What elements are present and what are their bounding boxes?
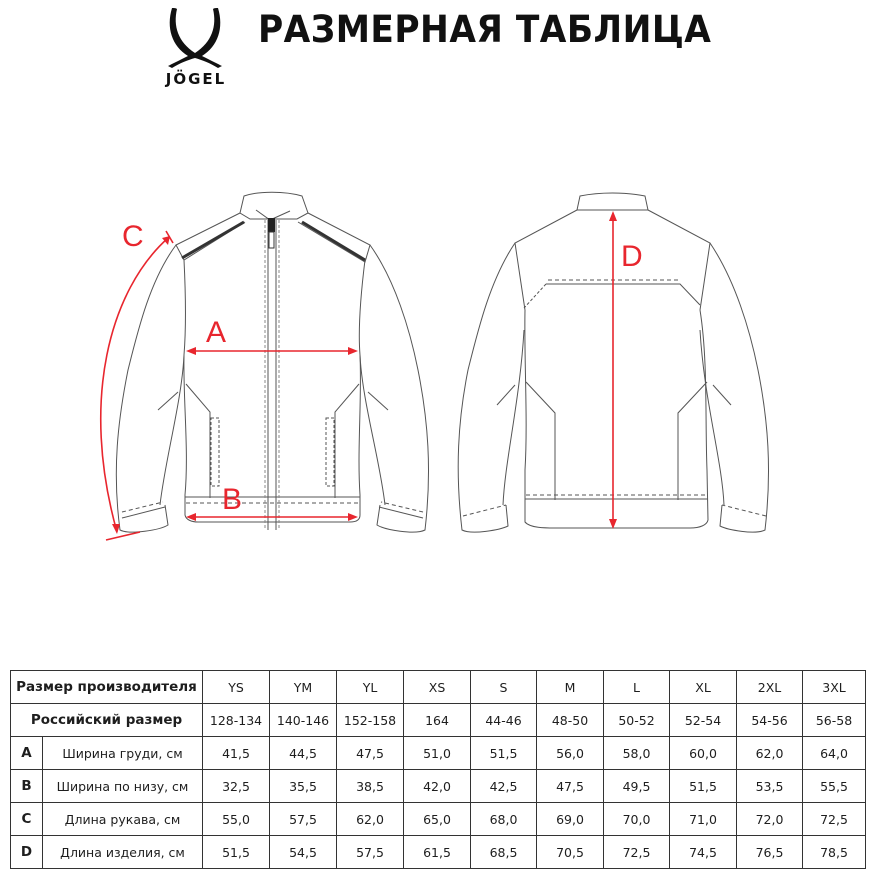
value-cell: 55,0 <box>203 803 270 836</box>
value-cell: 41,5 <box>203 737 270 770</box>
value-cell: 35,5 <box>270 770 337 803</box>
size-cell: 152-158 <box>337 704 404 737</box>
value-cell: 60,0 <box>670 737 737 770</box>
row-letter: B <box>11 770 43 803</box>
size-cell: S <box>471 671 537 704</box>
row-label: Российский размер <box>11 704 203 737</box>
size-cell: 52-54 <box>670 704 737 737</box>
value-cell: 69,0 <box>537 803 604 836</box>
size-cell: 56-58 <box>803 704 866 737</box>
value-cell: 62,0 <box>737 737 803 770</box>
page-title: РАЗМЕРНАЯ ТАБЛИЦА <box>258 8 712 51</box>
row-label: Ширина груди, см <box>43 737 203 770</box>
value-cell: 42,0 <box>404 770 471 803</box>
row-letter: C <box>11 803 43 836</box>
measurement-row-a <box>11 737 866 770</box>
label-b: B <box>222 483 243 516</box>
jacket-illustration <box>0 150 875 570</box>
value-cell: 44,5 <box>270 737 337 770</box>
value-cell: 68,5 <box>471 836 537 869</box>
size-cell: YL <box>337 671 404 704</box>
row-label: Ширина по низу, см <box>43 770 203 803</box>
label-a: A <box>206 316 227 349</box>
russian-size-row <box>11 704 866 737</box>
row-label: Длина рукава, см <box>43 803 203 836</box>
value-cell: 70,0 <box>604 803 670 836</box>
value-cell: 51,5 <box>670 770 737 803</box>
value-cell: 70,5 <box>537 836 604 869</box>
size-cell: XL <box>670 671 737 704</box>
value-cell: 71,0 <box>670 803 737 836</box>
value-cell: 49,5 <box>604 770 670 803</box>
size-cell: 164 <box>404 704 471 737</box>
manufacturer-size-row <box>11 671 866 704</box>
value-cell: 56,0 <box>537 737 604 770</box>
size-cell: L <box>604 671 670 704</box>
value-cell: 61,5 <box>404 836 471 869</box>
size-cell: YS <box>203 671 270 704</box>
jacket-diagram <box>0 150 875 570</box>
size-cell: 50-52 <box>604 704 670 737</box>
size-cell: 2XL <box>737 671 803 704</box>
value-cell: 53,5 <box>737 770 803 803</box>
value-cell: 51,0 <box>404 737 471 770</box>
size-cell: 54-56 <box>737 704 803 737</box>
measurement-row-c <box>11 803 866 836</box>
size-cell: 3XL <box>803 671 866 704</box>
size-cell: 128-134 <box>203 704 270 737</box>
brand-emblem-icon <box>150 6 240 72</box>
size-cell: 44-46 <box>471 704 537 737</box>
size-cell: M <box>537 671 604 704</box>
value-cell: 68,0 <box>471 803 537 836</box>
size-cell: YM <box>270 671 337 704</box>
size-cell: 140-146 <box>270 704 337 737</box>
value-cell: 62,0 <box>337 803 404 836</box>
brand-name: JÖGEL <box>165 70 227 88</box>
value-cell: 32,5 <box>203 770 270 803</box>
value-cell: 47,5 <box>337 737 404 770</box>
size-table <box>10 670 866 869</box>
value-cell: 38,5 <box>337 770 404 803</box>
value-cell: 58,0 <box>604 737 670 770</box>
value-cell: 72,5 <box>803 803 866 836</box>
label-d: D <box>621 240 643 273</box>
value-cell: 54,5 <box>270 836 337 869</box>
value-cell: 72,5 <box>604 836 670 869</box>
value-cell: 51,5 <box>471 737 537 770</box>
row-label: Длина изделия, см <box>43 836 203 869</box>
value-cell: 65,0 <box>404 803 471 836</box>
value-cell: 47,5 <box>537 770 604 803</box>
value-cell: 74,5 <box>670 836 737 869</box>
value-cell: 55,5 <box>803 770 866 803</box>
row-letter: D <box>11 836 43 869</box>
size-cell: 48-50 <box>537 704 604 737</box>
size-cell: XS <box>404 671 471 704</box>
value-cell: 72,0 <box>737 803 803 836</box>
value-cell: 57,5 <box>337 836 404 869</box>
value-cell: 42,5 <box>471 770 537 803</box>
row-label: Размер производителя <box>11 671 203 704</box>
measurement-row-b <box>11 770 866 803</box>
value-cell: 76,5 <box>737 836 803 869</box>
label-c: C <box>122 220 144 253</box>
value-cell: 51,5 <box>203 836 270 869</box>
value-cell: 78,5 <box>803 836 866 869</box>
measure-c-arc <box>101 238 168 532</box>
row-letter: A <box>11 737 43 770</box>
value-cell: 57,5 <box>270 803 337 836</box>
measurement-row-d <box>11 836 866 869</box>
value-cell: 64,0 <box>803 737 866 770</box>
